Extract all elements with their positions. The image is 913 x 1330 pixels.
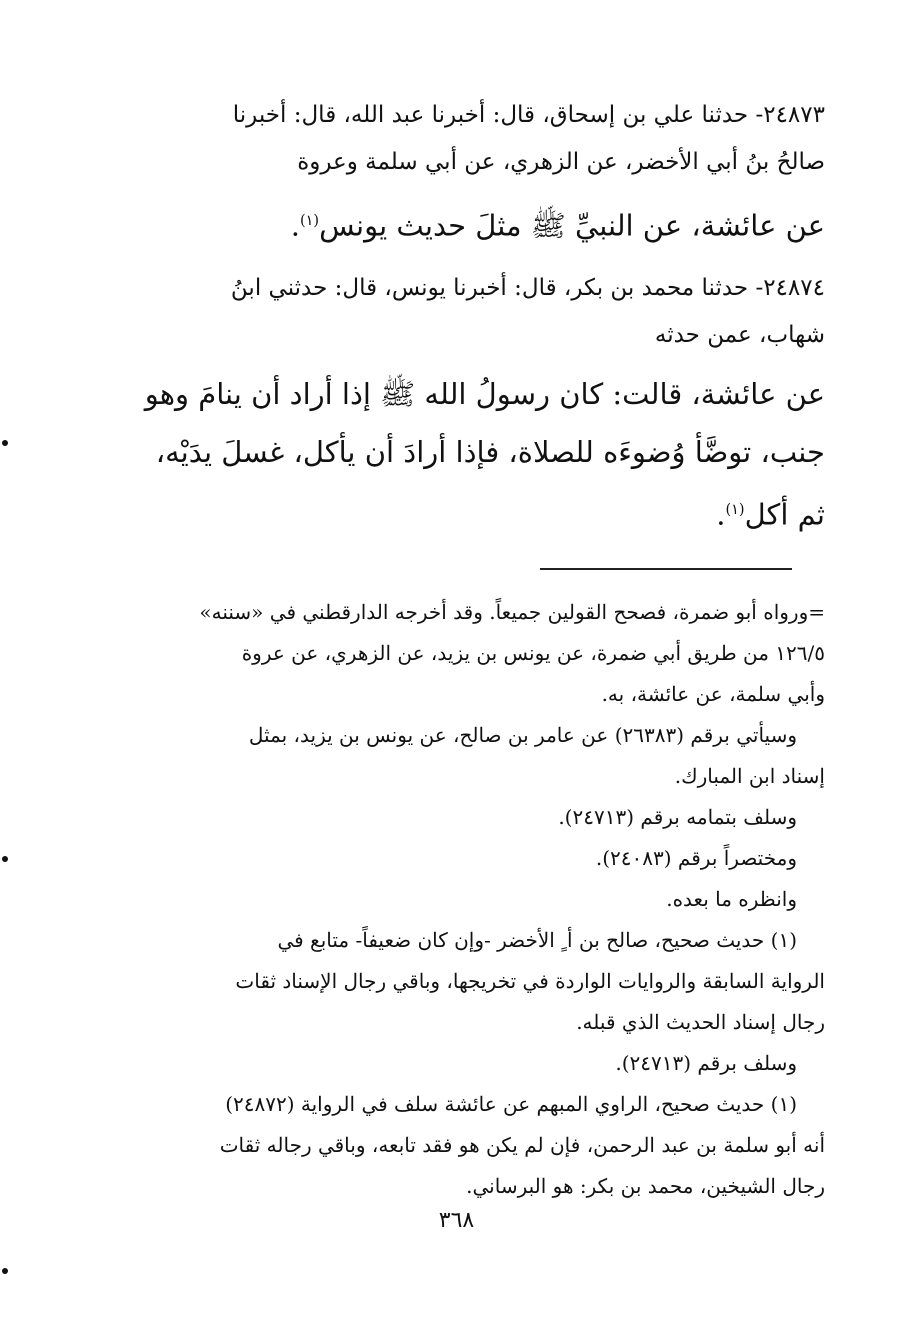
- footnote-note1-line3: رجال إسناد الحديث الذي قبله.: [576, 1010, 825, 1034]
- footnote-ref-2[interactable]: (١): [725, 501, 745, 518]
- hadith-24874-isnad-line2: شهاب، عمن حدثه: [654, 321, 825, 348]
- hadith-24874-matn-line1: عن عائشة، قالت: كان رسولُ الله ﷺ إذا أراد أن ينامَ وهو: [144, 376, 825, 411]
- scan-speck: [2, 1268, 8, 1274]
- footnote-cont-line1: =ورواه أبو ضمرة، فصحح القولين جميعاً. وقد أخرجه الدارقطني في «سننه»: [199, 600, 825, 624]
- hadith-24874-matn: [92, 365, 825, 544]
- footnote-unzur: وانظره ما بعده.: [666, 887, 797, 911]
- footnotes-section: [92, 592, 825, 1207]
- hadith-24873-matn: [92, 192, 825, 255]
- footnote-note1-salaf: وسلف برقم (٢٤٧١٣).: [615, 1051, 797, 1075]
- hadith-24874-matn-end: .: [716, 497, 726, 532]
- footnote-note1-line1: (١) حديث صحيح، صالح بن أ ٍ الأخضر -وإن كان ضعيفاً- متابع في: [277, 928, 797, 952]
- footnote-sayati-cont: [92, 756, 825, 797]
- scan-speck: [2, 856, 8, 862]
- footnote-ref-1[interactable]: (١): [299, 213, 320, 229]
- hadith-24873-isnad-line2: صالحُ بنُ أبي الأخضر، عن الزهري، عن أبي سلمة وعروة: [297, 149, 825, 175]
- footnote-cont-line3: وأبي سلمة، عن عائشة، به.: [601, 682, 825, 706]
- scan-speck: [2, 440, 8, 446]
- footnote-sayati-line2: إسناد ابن المبارك.: [674, 764, 825, 788]
- footnote-note1-body: [92, 961, 825, 1043]
- hadith-24874-isnad: [92, 265, 825, 359]
- footnote-cont-line2: ١٢٦/٥ من طريق أبي ضمرة، عن يونس بن يزيد، عن الزهري، عن عروة: [241, 641, 825, 665]
- hadith-24874-matn-line3: ثم أكل: [744, 497, 825, 532]
- hadith-24874-matn-line2: جنب، توضَّأ وُضوءَه للصلاة، فإذا أرادَ أن يأكل، غسلَ يدَيْه،: [155, 434, 825, 469]
- footnote-note2-body: [92, 1125, 825, 1207]
- hadith-24873-matn-text: عن عائشة، عن النبيِّ ﷺ مثلَ حديث يونس: [319, 208, 825, 243]
- footnote-continuation: [92, 592, 825, 715]
- hadith-24874-isnad-line1: ٢٤٨٧٤- حدثنا محمد بن بكر، قال: أخبرنا يونس، قال: حدثني ابنُ: [230, 274, 825, 301]
- footnote-note1-line2: الرواية السابقة والروايات الواردة في تخريجها، وباقي رجال الإسناد ثقات: [235, 969, 825, 993]
- footnote-sayati: [92, 715, 825, 756]
- hadith-24873-isnad: [92, 92, 825, 186]
- hadith-24873-matn-end: .: [290, 208, 300, 243]
- footnote-salaf-full: وسلف بتمامه برقم (٢٤٧١٣).: [558, 805, 797, 829]
- footnote-note2-line3: رجال الشيخين، محمد بن بكر: هو البرساني.: [466, 1174, 825, 1198]
- hadith-24873-isnad-line1: ٢٤٨٧٣- حدثنا علي بن إسحاق، قال: أخبرنا عبد الله، قال: أخبرنا: [232, 102, 825, 128]
- footnote-divider: [540, 568, 792, 570]
- footnote-mukhtasar: ومختصراً برقم (٢٤٠٨٣).: [595, 846, 797, 870]
- main-text: [92, 92, 825, 543]
- footnote-note2-line2: أنه أبو سلمة بن عبد الرحمن، فإن لم يكن هو فقد تابعه، وباقي رجاله ثقات: [219, 1133, 825, 1157]
- page-number: ٣٦٨: [438, 1208, 475, 1233]
- footnote-sayati-line1: وسيأتي برقم (٢٦٣٨٣) عن عامر بن صالح، عن يونس بن يزيد، بمثل: [248, 723, 797, 747]
- footnote-note2-line1: (١) حديث صحيح، الراوي المبهم عن عائشة سلف في الرواية (٢٤٨٧٢): [225, 1092, 797, 1116]
